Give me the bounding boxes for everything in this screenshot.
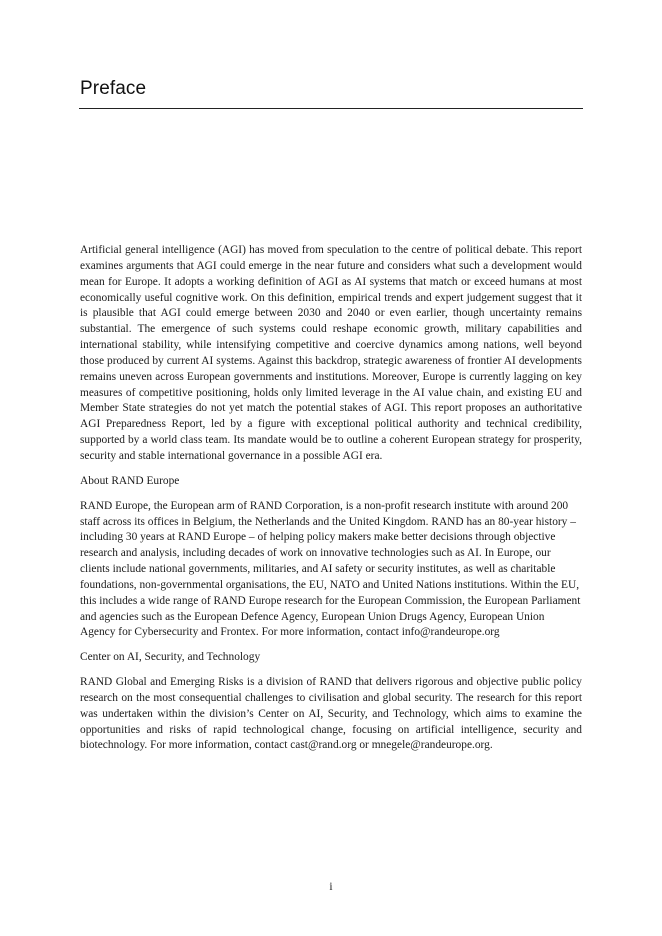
- title-divider: [79, 108, 583, 109]
- document-body: [80, 243, 582, 763]
- center-on-ai-heading: Center on AI, Security, and Technology: [80, 651, 261, 664]
- about-rand-europe-heading: About RAND Europe: [80, 474, 180, 487]
- center-on-ai-paragraph: RAND Global and Emerging Risks is a division of RAND that delivers rigorous and objective public policy research on the most consequential challenges to civilisation and global security. The research for this report was undertaken within the division’s Center on AI, Security, and Technology, which aims to examine the opportunities and risks of rapid technological change, focusing on artificial intelligence, security and biotechnology. For more information, contact cast@rand.org or mnegele@randeurope.org.: [80, 676, 582, 752]
- about-rand-europe-paragraph: RAND Europe, the European arm of RAND Corporation, is a non-profit research institute with around 200 staff across its offices in Belgium, the Netherlands and the United Kingdom. RAND has an 80-year history – including 30 years at RAND Europe – of helping policy makers make better decisions through objective research and analysis, including decades of work on innovative technologies such as AI. In Europe, our clients include national governments, militaries, and AI safety or security institutes, as well as charitable foundations, non-governmental organisations, the EU, NATO and United Nations institutions. Within the EU, this includes a wide range of RAND Europe research for the European Commission, the European Parliament and agencies such as the European Defence Agency, European Union Drugs Agency, European Union Agency for Cybersecurity and Frontex. For more information, contact info@randeurope.org: [80, 499, 581, 639]
- preface-paragraph: Artificial general intelligence (AGI) has moved from speculation to the centre of political debate. This report examines arguments that AGI could emerge in the near future and considers what such a development would mean for Europe. It adopts a working definition of AGI as AI systems that match or exceed humans at most economically useful cognitive work. On this definition, empirical trends and expert judgement suggest that it is plausible that AGI could emerge between 2030 and 2040 or even earlier, though uncertainty remains substantial. The emergence of such systems could reshape economic growth, military capabilities and international stability, while intensifying competitive and coercive dynamics among nations, well beyond those produced by current AI systems. Against this backdrop, strategic awareness of frontier AI developments remains uneven across European governments and institutions. Moreover, Europe is currently lagging on key measures of competitive positioning, holds only limited leverage in the AI value chain, and existing EU and Member State strategies do not yet match the potential stakes of AGI. This report proposes an authoritative AGI Preparedness Report, led by a figure with exceptional political authority and technical credibility, supported by a world class team. Its mandate would be to outline a coherent European strategy for prosperity, security and stable international governance in a possible AGI era.: [80, 244, 582, 462]
- page-number: i: [329, 881, 333, 893]
- page-title: Preface: [80, 78, 147, 99]
